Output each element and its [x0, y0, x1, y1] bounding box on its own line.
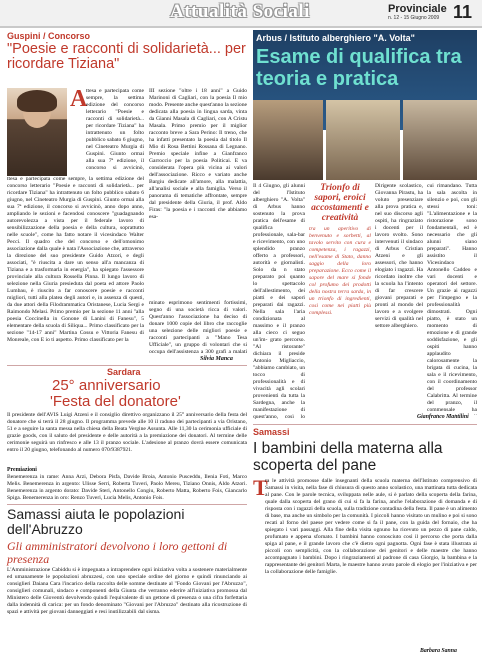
guspini-kicker: Guspini / Concorso [7, 31, 91, 41]
samassi-school-body: ra le attività promosse dalle insegnanti della scuola materna dell'Istituto comprensivo di Samassi in visita, nella fase di chiusura di questo anno scolastico, una mattinata tutta dedicata al pane. Con le parole tecnica, sviluppata nelle aule, si è parlato della scoperta della farina, quale dalla scoperta del grano di cui si fa la farina, anche l'elaborazione di domanda e di risposta con i ragazzi della scuola, sulla tradizione contadina della festa. Il pane è un alimento di base, ma anche un simbolo per la comunità. I piccoli hanno visitato un mulino e poi si sono recati al forno del paese per vedere come si fa il pane, con la guida del fornaio, che ha spiegato i vari passaggi. Alla fine della visita ognuno ha ricevuto un pezzo di pane caldo, profumato e appena sfornato. I bambini hanno conosciuto così il percorso che porta dalla spiga al pane, e il grande lavoro che c'è dietro ogni pagnotta. Ogni fase è stata illustrata ai piccoli con semplicità, con la collaborazione dei genitori e delle maestre che hanno accompagnato i bambini. Dopo i ringraziamenti al padrone di casa Giorgio, la bambina e la rappresentante dei genitori Marta, le maestre hanno avuto parole di elogio per l'iniziativa e per la collaborazione delle famiglie. [265, 478, 477, 575]
guspini-signature: Silvia Manca [200, 356, 233, 362]
section-title: Attualità Sociali [170, 1, 310, 22]
sardara-headline-1: 25° anniversario [52, 377, 161, 394]
arbus-signature: Gianfranco Mantilini [417, 414, 469, 420]
sardara-awards-title: Premiazioni [7, 467, 37, 473]
arbus-kicker: Arbus / Istituto alberghiero "A. Volta" [256, 33, 415, 43]
samassi-aid-body: L'Amministrazione Cabiddu si è impegnata a intraprendere ogni iniziativa volta a sostenere materialmente ed umanamente le popolazioni abruzzesi, con uno speciale ordine del giorno e quindi rinunciando ai consiglieri Daiana Cara l'incarico della raccolta delle somme destinate al "Fondo Giovani per l'Abruzzo", consiglieri comunali, sindaco e componenti della Giunta che verranno ederire all'iniziativa promossa dal Ministero delle Gioventù devolvendo quindi l'equivalente di un gettone di presenza o una cifra forfettaria dalla indennità di carica: per un fondo denominato "Giovani per l'Abruzzo" destinato alla ricostruzione di spazi e attività per giovani danneggiati e resi inutilizzabili dal sisma. [7, 567, 247, 615]
tiziana-photo [7, 88, 67, 176]
guspini-col1: ttesa e partecipata come sempre, la settima edizione del concorso letterario "Poesie e racconti di solidarietà... per ricordare Tiziana" ha intrattenuto un folto pubblico sabato 6 giugno, nel Cineteatro Murgia di Guspini. Giunto ormai alla sua 7ª edizione, il concorso si avvicinò, anno dopo anno, ampliando le sezioni e facendosi conoscere "guadagnando autorevolezza a vista per il federale lavoro di sensibilizzazione della poesia e della cultura, soprattutto nelle scuole", come ha fatto notare il vicesindaco Walter Pecci. Il quadro che del concorso e dell'omonimo associazione dalla quale è nata l'Associazione che, attraverso la direzione del suo presidente Guido Atzori, e degli associati, "è riuscita a dare un senso all'a mancanza di Tiziana e a trasformarla in energia", ha spiegato l'assessore provinciale alla cultura Rossella Pinna. Il lungo lavoro di selezione nella Giuria presieduta dal poeta ed attore Paolo Lumbau, è riuscito a far conoscere poesie e racconti migliori, tutti alla platea degli autori e, in assenza di questi, da due attori della Filodrammatica Oristanese, Lucia Sergi e Raimondo Melasi. Primo premio per la sezione 11 anni "alla poesia Coccinella in Gonone di Lanini di Fanesu", 5 elementare della scuola di Siliqua... Primo classificato per la sezione "14-17 anni" Martina Cossu e Vittoria Fanesu di Monreale, con E io ti aspetto. Primo classificato per la [7, 176, 144, 343]
arbus-col4: cui rimandano. Tutta la sala ascolta in silenzio e poi, con gli stessi toni: "L'alimentazione e la ristorazione sono fondamentali, ed è necessario che gli alunni siano preparati". Hanno assistito il Vicesindaco Antonello Caddeo e vari docenti e operatori del settore. Un grazie ai ragazzi per l'impegno e la professionalità dimostrati. Ogni piatto, è stato un momento di emozione e di grande soddisfazione, e gli ospiti hanno applaudito calorosamente la brigata di cucina, la sala e il ricevimento, con il coordinamento del professor Calabritta. Al termine del pranzo, il commensale ha [427, 183, 477, 413]
arbus-headline: Esame di qualifica tra teoria e pratica [256, 46, 462, 90]
arbus-photo-3 [403, 100, 477, 180]
arbus-pullquote-title: Trionfo di sapori, eroici accostamenti e creatività [311, 183, 369, 223]
page-number: 11 [453, 2, 473, 22]
issue-date: n. 12 - 15 Giugno 2009 [388, 15, 440, 21]
guspini-col2: III sezione "oltre i 18 anni" a Guido Marinoni di Cagliari, con la poesia Il mio modo. Presente anche quest'anno la sezione dedicata alla poesia in lingua sarda, vinta da Gianni Masala di Cagliari, con A Cristu Masala. Primo premio per il miglior racconto breve a Sara Perino: Il treno, che ha infatti presentato la poesia dal titolo Il Mio di Rosa Bettini Rossana di Legnano. Premio speciale infine a Gianfranco Garroccio per la poesia Politicai. E va considerata l'opera più vicina ai valori dell'associazione. Ricco e variato anche Bargiu dedicate all'amore, alla malattia, all'analisi sociale e alla famiglia. Verso il panorama di tematiche affrontate, sempre dal presidente della Giuria, il prof. Aldo Firas: "la poesia e i racconti che abbiamo esa- [149, 88, 247, 220]
samassi-aid-subhead: Gli amministratori devolvono i loro gettoni di presenza [7, 539, 228, 566]
samassi-dropcap: T [253, 475, 268, 500]
spacer [150, 96, 151, 97]
samassi-aid-headline: Samassi aiuta le popolazioni dell'Abruzzo [7, 506, 185, 537]
samassi-school-signature: Barbara Sanna [420, 648, 457, 654]
arbus-col3: Dirigente scolastico, Giovanna Pirastu, ha voluto presenziare alla prova pratica e, nel suo discorso agli ospiti, ha ringraziato i docenti per il lavoro svolto. Sono intervenuti il sindaco di Arbus Cristian Atzeni e gli assessori, che hanno elogiato i ragazzi. Ha ricordato inoltre che la scuola ha l'intento di far crescere giovani preparati e pronti al mondo del lavoro e a svolgere servizi di qualità nel settore alberghiero. [375, 183, 423, 329]
divider [253, 424, 477, 425]
guspini-col1-top: ttesa e partecipata come sempre, la settima edizione del concorso letterario "Poesie e racconti di solidarietà... per ricordare Tiziana" ha intrattenuto un folto pubblico sabato 6 giugno, nel Cineteatro Murgia di Guspini. Giunto ormai alla sua 7ª edizione, il concorso si avvicinò, [86, 88, 144, 171]
sardara-headline-2: 'Festa del donatore' [50, 393, 181, 410]
guspini-headline: "Poesie e racconti di solidarietà... per ricordare Tiziana" [7, 41, 246, 73]
divider [7, 365, 247, 366]
samassi-school-headline: I bambini della materna alla scoperta del pane [253, 440, 443, 474]
sardara-body: Il presidente dell'AVIS Luigi Atzeni e il consiglio direttivo organizzano il 25° anniversario della festa del donatore che si terrà il 28 giugno. Il programma prevede alle 10 il raduno dei partecipanti a via Oristano, 51 e a seguire la santa messa nella chiesa della Beata Vergine Assunta. Alle 11,30 la cerimonia ufficiale di grazie goods, con il saluto del presidente e delle autorità a la premiazione dei donatori. Al termine delle cerimonie seguirà un rinfresco e alle 13 il pranzo sociale. L'adesione al pranzo dovrà essere comunicata entro il 20 giugno, telefonando al numero 070/9387921. [7, 412, 247, 453]
logo: Provinciale [388, 3, 447, 15]
sardara-awards: Benemerenza in rame: Anna Arzi, Debora Pisfa, Davide Broia, Antonio Pusceddu, Ilenia Foti, Marco Melis. Benemerenza in argento: Ulisse Serri, Roberta Tuveri, Paolo Mereu, Tiziano Onnis, Aldo Atzori. Benemerenza in argento dorato: Davide Steri, Antonello Congiu, Roberto Matta, Roberto Fois, Giancarlo Spiga. Benemerenza in oro: Renzo Tuveri, Lucia Melis, Antonio Fois. [7, 474, 247, 501]
guspini-col3: minato esprimono sentimenti fortissimi, segno di una società ricca di valori. Quest'anno l'associazione ha deciso di donare 1000 copie del libro che raccoglie una selezione delle migliori poesie e racconti partecipanti a "Mano Tesa Ufficiale", un gruppo di volontari che si occupa dell'assistenza a 300 grafi a malati [149, 300, 247, 355]
arbus-col1: Il 4 Giugno, gli alunni del l'Istituto alberghiero "A. Volta" di Arbus hanno sostenuto la prova pratica dell'esame di qualifica professionale, sala-bar e ricevimento, con uno splendido pranzo offerto a professori, autorità e giornalisti. Solo da n stato preparato poi quanto lo spettacolo dell'allestimento, dei piatti e dei sapori preparati dai ragazzi. Nella sala l'aria condizionata al massimo e il pranzo alla cieco ci seguo un'im- grato percorso. "Al ristorante" dichiara il preside Antonio Migliaccio, "abbiamo cambiato, un tocco di professionalità e di vivacità agli scolari provenienti da tutta la Sardegna, anche la manifestazione di quest'anno, così lo [253, 183, 305, 420]
portrait-hair [17, 90, 57, 112]
guspini-dropcap: A [70, 86, 88, 112]
arbus-photo-2 [326, 100, 400, 180]
samassi-school-kicker: Samassi [253, 427, 290, 437]
arbus-photo-1 [253, 100, 323, 180]
arbus-pullquote: tra un aperitivo di benvenuto e sorbetti, al tavolo servito con cura e competenza, i ragazzi, nell'esame di Stato, danno saggio della loro preparazione. Ecco come il sapore del mare si fonde col profumo dei prodotti della nostra terra sarda, in un trionfo di ingredienti, così come nei piatti più complessi. [309, 226, 371, 316]
divider [7, 504, 247, 505]
sardara-kicker: Sardara [107, 367, 141, 377]
